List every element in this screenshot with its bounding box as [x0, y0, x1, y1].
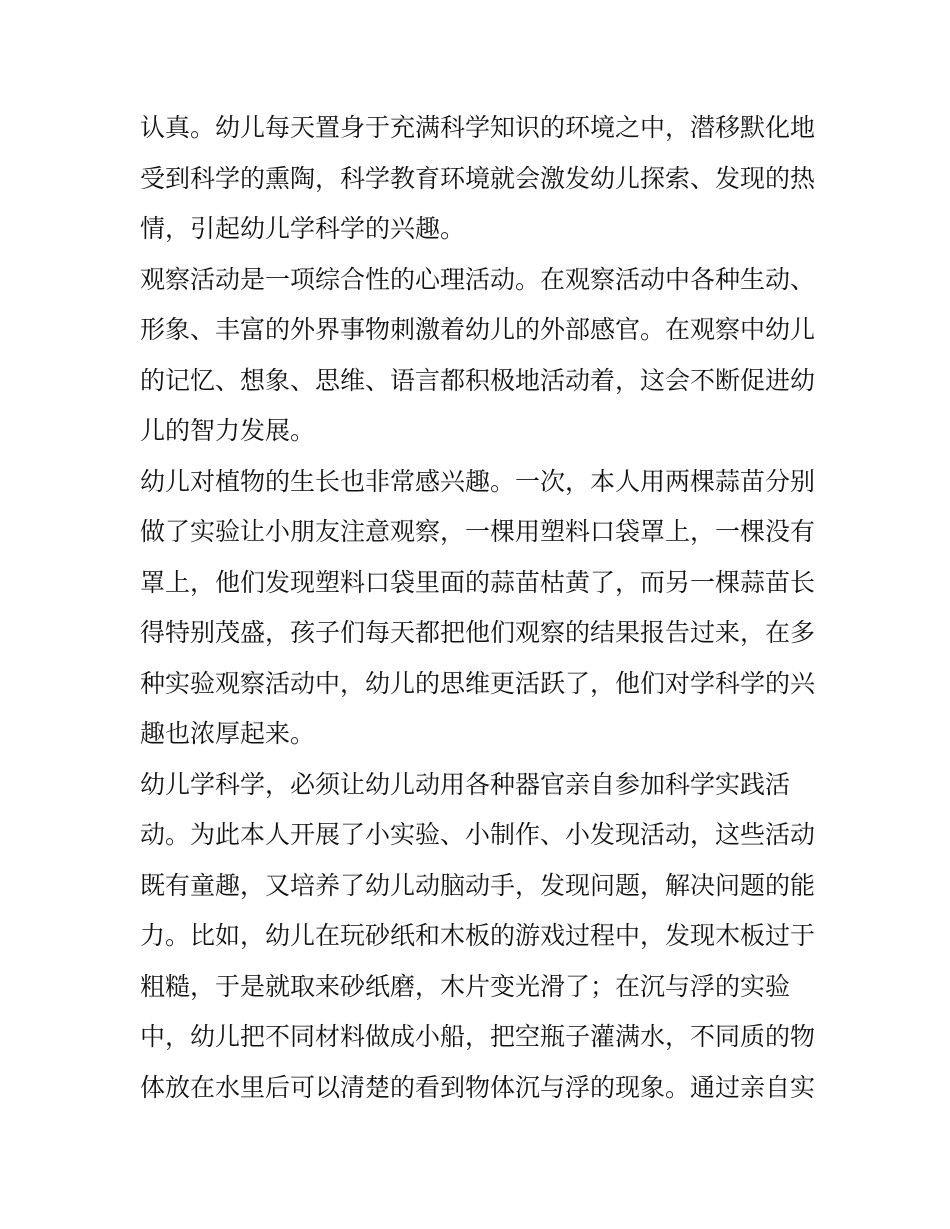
- text-line: 粗糙，于是就取来砂纸磨，木片变光滑了；在沉与浮的实验: [140, 971, 791, 1001]
- text-line: 力。比如，幼儿在玩砂纸和木板的游戏过程中，发现木板过于: [140, 921, 816, 950]
- text-line: 情，引起幼儿学科学的兴趣。: [140, 214, 466, 243]
- text-line: 观察活动是一项综合性的心理活动。在观察活动中各种生动、: [140, 264, 816, 294]
- text-line: 罩上，他们发现塑料口袋里面的蒜苗枯黄了，而另一棵蒜苗长: [140, 567, 816, 597]
- text-line: 动。为此本人开展了小实验、小制作、小发现活动，这些活动: [140, 820, 816, 849]
- text-line: 体放在水里后可以清楚的看到物体沉与浮的现象。通过亲自实: [140, 1072, 816, 1102]
- text-line: 做了实验让小朋友注意观察，一棵用塑料口袋罩上，一棵没有: [140, 517, 816, 546]
- text-line: 形象、丰富的外界事物刺激着幼儿的外部感官。在观察中幼儿: [140, 315, 816, 344]
- text-line: 得特别茂盛，孩子们每天都把他们观察的结果报告过来，在多: [140, 618, 816, 647]
- text-line: 既有童趣，又培养了幼儿动脑动手，发现问题，解决问题的能: [140, 870, 816, 900]
- text-line: 的记忆、想象、思维、语言都积极地活动着，这会不断促进幼: [140, 365, 816, 395]
- text-line: 儿的智力发展。: [140, 416, 316, 445]
- text-line: 幼儿对植物的生长也非常感兴趣。一次，本人用两棵蒜苗分别: [140, 466, 816, 496]
- text-line: 受到科学的熏陶，科学教育环境就会激发幼儿探索、发现的热: [140, 163, 816, 193]
- text-line: 种实验观察活动中，幼儿的思维更活跃了，他们对学科学的兴: [140, 668, 816, 698]
- text-line: 中，幼儿把不同材料做成小船，把空瓶子灌满水，不同质的物: [140, 1022, 816, 1051]
- text-line: 趣也浓厚起来。: [140, 719, 316, 748]
- text-line: 认真。幼儿每天置身于充满科学知识的环境之中，潜移默化地: [140, 113, 816, 142]
- text-line: 幼儿学科学，必须让幼儿动用各种器官亲自参加科学实践活: [140, 769, 791, 799]
- document-body: [140, 103, 816, 1113]
